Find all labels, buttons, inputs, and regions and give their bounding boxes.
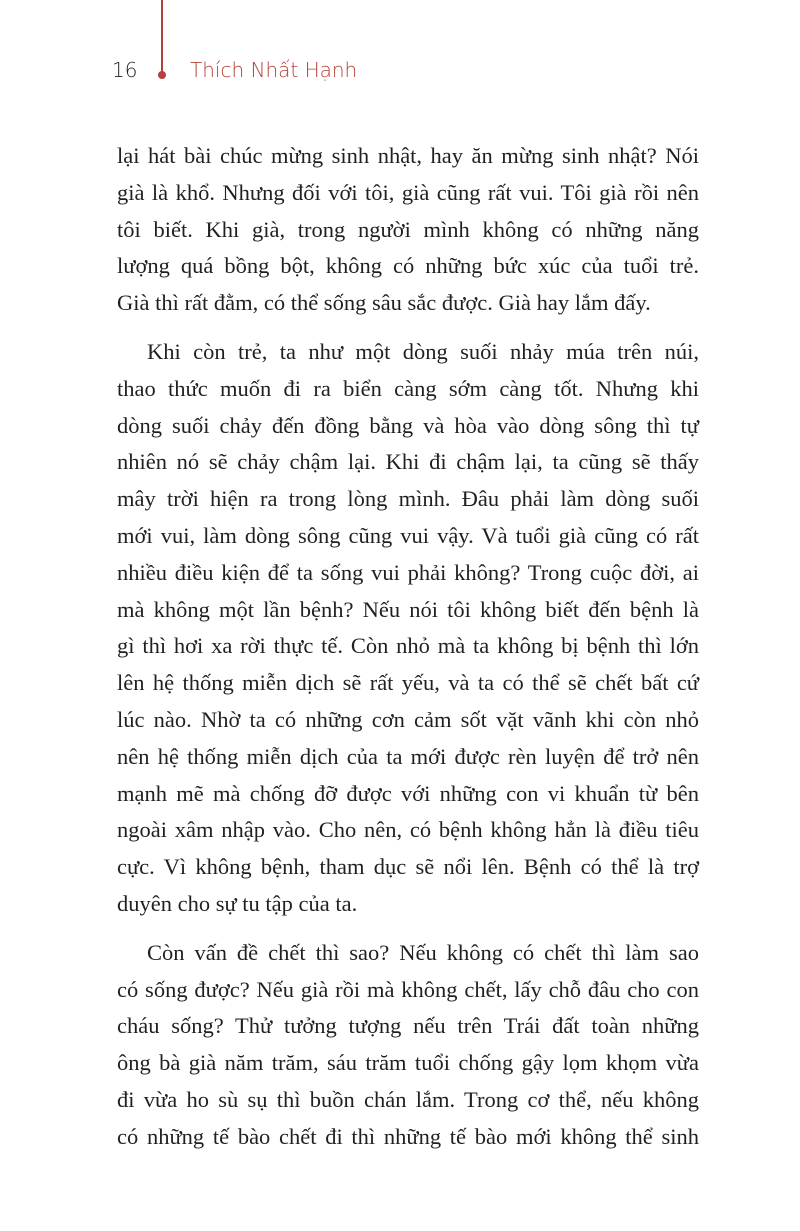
text-line: gì thì hơi xa rời thực tế. Còn nhỏ mà ta không bị bệnh thì lớn bbox=[117, 633, 699, 659]
text-line: mới vui, làm dòng sông cũng vui vậy. Và tuổi già cũng có rất bbox=[117, 522, 699, 548]
header-dot bbox=[158, 71, 166, 79]
paragraph bbox=[117, 935, 699, 1156]
text-line: có những tế bào chết đi thì những tế bào mới không thể sinh bbox=[117, 1123, 699, 1149]
text-line: tôi biết. Khi già, trong người mình không có những năng bbox=[117, 216, 699, 242]
text-line: ông bà già năm trăm, sáu trăm tuổi chống gậy lọm khọm vừa bbox=[117, 1050, 699, 1076]
text-line: mây trời hiện ra trong lòng mình. Đâu phải làm dòng suối bbox=[117, 486, 699, 512]
text-line: nên hệ thống miễn dịch của ta mới được rèn luyện để trở nên bbox=[117, 743, 699, 769]
text-line: lúc nào. Nhờ ta có những cơn cảm sốt vặt vãnh khi còn nhỏ bbox=[117, 706, 699, 732]
text-line: già là khổ. Nhưng đối với tôi, già cũng rất vui. Tôi già rồi nên bbox=[117, 179, 699, 205]
running-header-author: Thích Nhất Hạnh bbox=[190, 58, 358, 82]
text-line: ngoài xâm nhập vào. Cho nên, có bệnh không hẳn là điều tiêu bbox=[117, 817, 699, 843]
text-line: nhiên nó sẽ chảy chậm lại. Khi đi chậm lại, ta cũng sẽ thấy bbox=[117, 449, 699, 475]
text-line: cực. Vì không bệnh, tham dục sẽ nổi lên. Bệnh có thể là trợ bbox=[117, 854, 699, 880]
text-line: lượng quá bồng bột, không có những bức xúc của tuổi trẻ. bbox=[117, 253, 699, 279]
text-line: thao thức muốn đi ra biển càng sớm càng tốt. Nhưng khi bbox=[117, 375, 699, 401]
paragraph bbox=[117, 138, 699, 322]
text-line: Già thì rất đằm, có thể sống sâu sắc được. Già hay lắm đấy. bbox=[117, 290, 651, 316]
text-line: duyên cho sự tu tập của ta. bbox=[117, 890, 358, 916]
text-line: đi vừa ho sù sụ thì buồn chán lắm. Trong cơ thể, nếu không bbox=[117, 1086, 699, 1112]
page-body bbox=[117, 138, 699, 1168]
text-line: lên hệ thống miễn dịch sẽ rất yếu, và ta có thể sẽ chết bất cứ bbox=[117, 670, 699, 696]
text-line: Còn vấn đề chết thì sao? Nếu không có chết thì làm sao bbox=[147, 939, 699, 965]
text-line: mạnh mẽ mà chống đỡ được với những con vi khuẩn từ bên bbox=[117, 780, 699, 806]
text-line: có sống được? Nếu già rồi mà không chết, lấy chỗ đâu cho con bbox=[117, 976, 699, 1002]
text-line: lại hát bài chúc mừng sinh nhật, hay ăn mừng sinh nhật? Nói bbox=[117, 143, 699, 168]
text-line: cháu sống? Thử tưởng tượng nếu trên Trái đất toàn những bbox=[117, 1013, 699, 1039]
text-line: mà không một lần bệnh? Nếu nói tôi không biết đến bệnh là bbox=[117, 596, 699, 622]
text-line: nhiều điều kiện để ta sống vui phải không? Trong cuộc đời, ai bbox=[117, 559, 699, 585]
paragraph bbox=[117, 334, 699, 923]
page-number: 16 bbox=[112, 58, 138, 82]
text-line: Khi còn trẻ, ta như một dòng suối nhảy múa trên núi, bbox=[147, 338, 699, 364]
text-line: dòng suối chảy đến đồng bằng và hòa vào dòng sông thì tự bbox=[117, 412, 699, 438]
header-rule bbox=[161, 0, 163, 74]
